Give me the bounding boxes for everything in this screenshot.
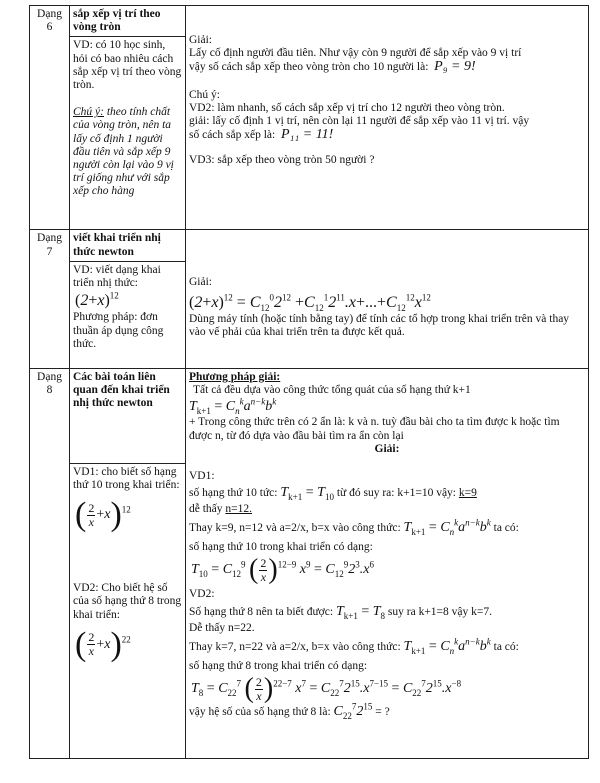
document-table <box>29 5 589 759</box>
text-part: số hạng thứ 10 tức: <box>189 487 278 500</box>
row-title: sắp xếp vị trí theo vòng tròn <box>70 6 186 37</box>
value-k: k=9 <box>458 487 477 500</box>
right-cell <box>186 6 589 230</box>
right-cell <box>186 230 589 368</box>
vd1-label: VD1: <box>189 470 215 483</box>
row-dang-6 <box>30 6 589 37</box>
left-cell <box>70 37 186 230</box>
text-line <box>189 60 585 74</box>
expr-2-plus-x-12: $(2+x)^{12}$ <box>75 290 119 310</box>
spacer <box>189 456 585 470</box>
text-line <box>189 503 585 516</box>
row-title: viết khai triển nhị thức newton <box>70 230 186 261</box>
formula-p11 <box>281 127 333 142</box>
dang-label: Dạng 6 <box>30 6 70 230</box>
text-line <box>189 485 585 503</box>
chu-y-label: Chú ý: <box>189 88 220 101</box>
row-dang-7 <box>30 230 589 261</box>
text-line <box>189 128 585 142</box>
text-line <box>189 516 585 537</box>
formula-coefficient: $C_{22}^72^{15}$ <box>333 701 373 721</box>
text-part: Số hạng thứ 8 nên ta biết được: <box>189 606 334 619</box>
text-line <box>189 604 585 622</box>
row-title: Các bài toán liên quan đến khai triển nhị thức newton <box>70 368 186 463</box>
value-n: n=12. <box>225 503 253 516</box>
method-title: Phương pháp giải: <box>189 370 281 383</box>
text-line: VD2: làm nhanh, số cách sắp xếp vị trí cho 12 người theo vòng tròn. <box>189 101 505 114</box>
formula-t10-result: $T_{10} = C_{12}^9$ ( $\frac{2}{x}$ )$^{12-9}$ $x^9 = C_{12}^92^3.x^6$ <box>191 554 374 586</box>
giai-label: Giải: <box>189 276 212 289</box>
spacer <box>189 142 585 154</box>
formula-p9 <box>434 59 476 74</box>
example-text: VD1: cho biết số hạng thứ 10 trong khai triển: <box>73 465 180 492</box>
note <box>73 106 182 198</box>
text-part: Thay k=9, n=12 và a=2/x, b=x vào công thức: <box>189 521 401 534</box>
formula-general-term: $T_{k+1} = C_n^ka^{n-k}b^k$ <box>403 636 491 656</box>
formula-text: P₉ = 9! <box>434 59 476 75</box>
text-paragraph: + Trong công thức trên có 2 ẩn là: k và n. tuỳ đầu bài cho ta tìm được k hoặc tìm được n, từ đó dựa vào đầu bài tìm ra ẩn còn lại <box>189 416 560 442</box>
spacer <box>73 92 182 106</box>
example-text: VD: có 10 học sinh, hỏi có bao nhiêu cách sắp xếp vị trí theo vòng tròn. <box>73 39 182 92</box>
row-dang-8 <box>30 368 589 463</box>
text-part: suy ra k+1=8 vậy k=7. <box>387 606 493 619</box>
formula-text: P₁₁ = 11! <box>280 127 334 143</box>
dang-label: Dạng 8 <box>30 368 70 758</box>
example-text: VD2: Cho biết hệ số của số hạng thứ 8 trong khai triển: <box>73 582 182 621</box>
text-part: ta có: <box>493 640 519 653</box>
giai-label: Giải: <box>374 442 400 455</box>
expr-vd1: ( $\frac{2}{x}$ +x)$^{12}$ <box>75 496 131 534</box>
example-text: VD: viết dạng khai triển nhị thức: <box>73 263 161 290</box>
note-label: Chú ý: <box>73 106 104 119</box>
text-line <box>189 636 585 656</box>
left-cell <box>70 463 186 758</box>
dang-label: Dạng 7 <box>30 230 70 368</box>
text-line: giải: lấy cố định 1 vị trí, nên còn lại 11 người để sắp xếp vào 11 vị trí. vậy <box>189 115 530 128</box>
formula-t8-result: $T_8 = C_{22}^7$ ( $\frac{2}{x}$ )$^{22-7}$ $x^7 = C_{22}^72^{15}.x^{7-15} = C_{22}^72^{15}.x^{-8}$ <box>191 673 462 705</box>
text-line: Lấy cố định người đầu tiên. Như vậy còn 9 người để sắp xếp vào 9 vị trí <box>189 47 522 60</box>
text-part: vậy hệ số của số hạng thứ 8 là: <box>189 706 331 719</box>
left-cell <box>70 261 186 368</box>
vd2-label: VD2: <box>189 588 215 601</box>
text-line: Tất cả đều dựa vào công thức tổng quát của số hạng thứ k+1 <box>193 384 471 397</box>
giai-label: Giải: <box>189 34 212 46</box>
expr-vd2: ( $\frac{2}{x}$ +x)$^{22}$ <box>75 625 131 663</box>
text-part: từ đó suy ra: k+1=10 vậy: <box>336 487 457 500</box>
formula-general-term: $T_{k+1} = C_n^ka^{n-k}b^k$ <box>403 516 491 537</box>
text-paragraph: Dùng máy tính (hoặc tính bằng tay) để tính các tổ hợp trong khai triển trên và thay vào vế phải của khai triển trên ta được kết quả. <box>189 312 570 339</box>
note-text: theo tính chất của vòng tròn, nên ta lấy cố định 1 người đầu tiên và sắp xếp 9 người còn lại vào 9 vị trí giống như với sắp xếp cho hàng <box>73 106 174 198</box>
text-line <box>189 701 585 721</box>
method-text: Phương pháp: đơn thuần áp dụng công thức. <box>73 311 164 350</box>
text-line-part: vậy số cách sắp xếp theo vòng tròn cho 10 người là: <box>189 61 429 74</box>
text-part: = ? <box>375 706 390 719</box>
formula-binomial-expansion: $(2+x)^{12} = C_{12}^02^{12} +C_{12}^12^{11}.x+...+C_{12}^{12}x^{12}$ <box>189 292 431 313</box>
text-line-part: số cách sắp xếp là: <box>189 129 276 142</box>
right-cell <box>186 368 589 758</box>
formula-general-term: $T_{k+1} = C_n^ka^{n-k}b^k$ <box>189 396 277 417</box>
text-line: Dễ thấy n=22. <box>189 622 255 635</box>
formula-t10: $T_{k+1} = T_{10}$ <box>280 485 334 503</box>
spacer <box>189 75 585 89</box>
formula-t8: $T_{k+1} = T_8$ <box>335 604 386 622</box>
text-line: số hạng thứ 10 trong khai triển có dạng: <box>189 540 373 553</box>
text-part: Thay k=7, n=22 và a=2/x, b=x vào công thức: <box>189 640 401 653</box>
text-part: ta có: <box>493 521 519 534</box>
text-part: dễ thấy <box>189 503 223 516</box>
text-line: VD3: sắp xếp theo vòng tròn 50 người ? <box>189 154 375 167</box>
text-line: số hạng thứ 8 trong khai triển có dạng: <box>189 659 368 672</box>
